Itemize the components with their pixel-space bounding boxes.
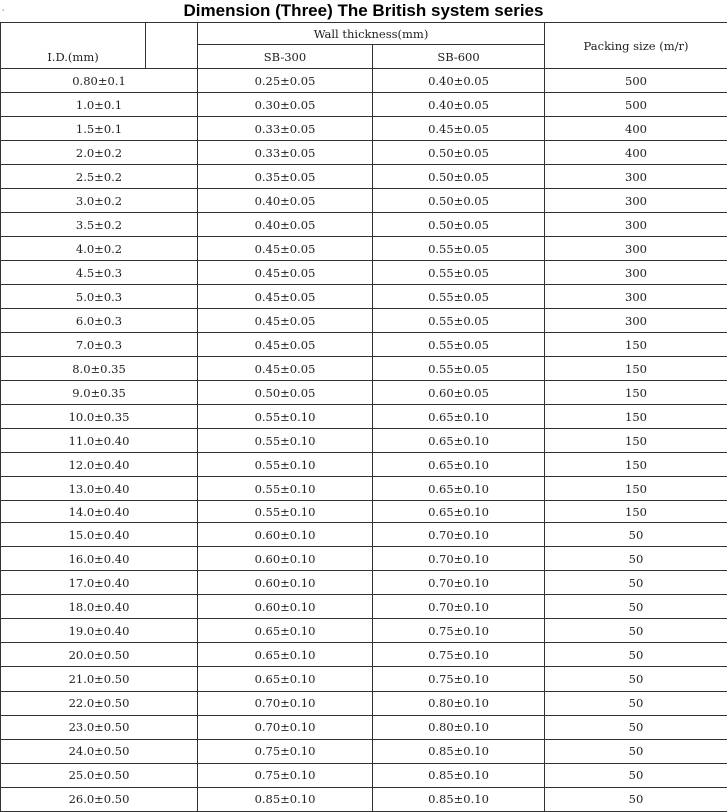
cell-id: 6.0±0.3 (1, 309, 198, 333)
table-row (1, 285, 727, 309)
cell-sb300: 0.65±0.10 (198, 643, 373, 667)
cell-sb300: 0.40±0.05 (198, 189, 373, 213)
cell-id: 7.0±0.3 (1, 333, 198, 357)
cell-sb600: 0.80±0.10 (373, 691, 545, 715)
cell-packing: 150 (545, 429, 727, 453)
cell-sb600: 0.55±0.05 (373, 237, 545, 261)
cell-sb600: 0.50±0.05 (373, 189, 545, 213)
cell-sb600: 0.65±0.10 (373, 429, 545, 453)
cell-id: 22.0±0.50 (1, 691, 198, 715)
table-row (1, 381, 727, 405)
cell-id: 10.0±0.35 (1, 405, 198, 429)
cell-id: 26.0±0.50 (1, 787, 198, 811)
cell-id: 1.0±0.1 (1, 93, 198, 117)
cell-id: 19.0±0.40 (1, 619, 198, 643)
cell-sb300: 0.55±0.10 (198, 501, 373, 524)
cell-sb300: 0.70±0.10 (198, 691, 373, 715)
header-blank (146, 23, 198, 69)
cell-id: 2.0±0.2 (1, 141, 198, 165)
cell-id: 13.0±0.40 (1, 477, 198, 501)
table-row (1, 237, 727, 261)
cell-sb300: 0.45±0.05 (198, 237, 373, 261)
cell-id: 20.0±0.50 (1, 643, 198, 667)
cell-packing: 50 (545, 787, 727, 811)
cell-id: 3.5±0.2 (1, 213, 198, 237)
table-row (1, 523, 727, 547)
cell-sb600: 0.85±0.10 (373, 787, 545, 811)
cell-id: 14.0±0.40 (1, 501, 198, 524)
table-row (1, 117, 727, 141)
cell-packing: 150 (545, 357, 727, 381)
cell-packing: 50 (545, 667, 727, 691)
cell-packing: 300 (545, 285, 727, 309)
cell-sb600: 0.50±0.05 (373, 141, 545, 165)
table-row (1, 715, 727, 739)
cell-id: 2.5±0.2 (1, 165, 198, 189)
cell-sb300: 0.65±0.10 (198, 667, 373, 691)
cell-sb300: 0.45±0.05 (198, 285, 373, 309)
table-row (1, 453, 727, 477)
cell-packing: 150 (545, 381, 727, 405)
cell-packing: 300 (545, 165, 727, 189)
table-row (1, 405, 727, 429)
cell-sb300: 0.75±0.10 (198, 739, 373, 763)
table-row (1, 261, 727, 285)
table-row (1, 189, 727, 213)
cell-sb600: 0.45±0.05 (373, 117, 545, 141)
cell-sb600: 0.65±0.10 (373, 453, 545, 477)
header-wall-thickness: Wall thickness(mm) (198, 23, 545, 45)
cell-sb600: 0.55±0.05 (373, 333, 545, 357)
cell-sb300: 0.50±0.05 (198, 381, 373, 405)
cell-sb600: 0.55±0.05 (373, 357, 545, 381)
cell-id: 3.0±0.2 (1, 189, 198, 213)
cell-sb300: 0.35±0.05 (198, 165, 373, 189)
cell-sb600: 0.80±0.10 (373, 715, 545, 739)
dimension-table-top (0, 22, 727, 523)
cell-sb600: 0.85±0.10 (373, 763, 545, 787)
table-row (1, 739, 727, 763)
cell-packing: 150 (545, 501, 727, 524)
cell-sb600: 0.70±0.10 (373, 523, 545, 547)
table-row (1, 333, 727, 357)
cell-id: 1.5±0.1 (1, 117, 198, 141)
table-row (1, 643, 727, 667)
table-row (1, 213, 727, 237)
cell-id: 4.5±0.3 (1, 261, 198, 285)
cell-sb300: 0.45±0.05 (198, 333, 373, 357)
table-row (1, 667, 727, 691)
corner-mark: ' (2, 8, 5, 17)
cell-id: 18.0±0.40 (1, 595, 198, 619)
table-row (1, 691, 727, 715)
cell-sb600: 0.50±0.05 (373, 213, 545, 237)
cell-sb600: 0.70±0.10 (373, 595, 545, 619)
cell-sb600: 0.70±0.10 (373, 571, 545, 595)
cell-id: 17.0±0.40 (1, 571, 198, 595)
cell-sb300: 0.60±0.10 (198, 547, 373, 571)
cell-id: 21.0±0.50 (1, 667, 198, 691)
cell-sb300: 0.33±0.05 (198, 141, 373, 165)
table-row (1, 141, 727, 165)
cell-packing: 300 (545, 213, 727, 237)
cell-packing: 400 (545, 117, 727, 141)
header-packing-size: Packing size (m/r) (545, 23, 727, 69)
cell-sb600: 0.50±0.05 (373, 165, 545, 189)
cell-packing: 150 (545, 333, 727, 357)
table-row (1, 165, 727, 189)
cell-sb300: 0.45±0.05 (198, 309, 373, 333)
header-sb600: SB-600 (373, 45, 545, 69)
cell-sb300: 0.60±0.10 (198, 571, 373, 595)
cell-id: 11.0±0.40 (1, 429, 198, 453)
cell-sb600: 0.55±0.05 (373, 285, 545, 309)
table-row (1, 571, 727, 595)
cell-id: 8.0±0.35 (1, 357, 198, 381)
cell-packing: 50 (545, 691, 727, 715)
table-row (1, 501, 727, 524)
table-row (1, 309, 727, 333)
cell-sb300: 0.60±0.10 (198, 523, 373, 547)
cell-sb300: 0.25±0.05 (198, 69, 373, 93)
cell-packing: 50 (545, 547, 727, 571)
table-row (1, 69, 727, 93)
cell-id: 4.0±0.2 (1, 237, 198, 261)
table-row (1, 547, 727, 571)
table-row (1, 93, 727, 117)
cell-id: 12.0±0.40 (1, 453, 198, 477)
cell-sb600: 0.75±0.10 (373, 667, 545, 691)
cell-packing: 300 (545, 309, 727, 333)
cell-sb600: 0.40±0.05 (373, 69, 545, 93)
table-row (1, 357, 727, 381)
cell-packing: 150 (545, 477, 727, 501)
cell-sb600: 0.65±0.10 (373, 501, 545, 524)
cell-sb600: 0.55±0.05 (373, 309, 545, 333)
header-id: I.D.(mm) (1, 23, 146, 69)
cell-packing: 50 (545, 571, 727, 595)
cell-packing: 50 (545, 595, 727, 619)
cell-sb300: 0.33±0.05 (198, 117, 373, 141)
cell-sb300: 0.40±0.05 (198, 213, 373, 237)
cell-sb300: 0.55±0.10 (198, 453, 373, 477)
cell-packing: 150 (545, 453, 727, 477)
cell-packing: 300 (545, 237, 727, 261)
cell-sb300: 0.65±0.10 (198, 619, 373, 643)
table-row (1, 477, 727, 501)
cell-packing: 50 (545, 523, 727, 547)
cell-id: 23.0±0.50 (1, 715, 198, 739)
cell-id: 9.0±0.35 (1, 381, 198, 405)
cell-packing: 50 (545, 739, 727, 763)
cell-packing: 500 (545, 93, 727, 117)
table-row (1, 595, 727, 619)
cell-packing: 50 (545, 619, 727, 643)
cell-sb300: 0.55±0.10 (198, 429, 373, 453)
cell-sb600: 0.65±0.10 (373, 477, 545, 501)
cell-sb300: 0.45±0.05 (198, 261, 373, 285)
cell-packing: 400 (545, 141, 727, 165)
cell-id: 16.0±0.40 (1, 547, 198, 571)
cell-sb300: 0.60±0.10 (198, 595, 373, 619)
cell-id: 24.0±0.50 (1, 739, 198, 763)
page-title: Dimension (Three) The British system series (183, 1, 544, 20)
cell-sb300: 0.55±0.10 (198, 477, 373, 501)
cell-packing: 50 (545, 643, 727, 667)
dimension-table-bottom (0, 522, 727, 812)
cell-id: 25.0±0.50 (1, 763, 198, 787)
cell-packing: 150 (545, 405, 727, 429)
cell-id: 5.0±0.3 (1, 285, 198, 309)
table-row (1, 429, 727, 453)
cell-packing: 50 (545, 763, 727, 787)
cell-sb600: 0.75±0.10 (373, 619, 545, 643)
cell-sb600: 0.40±0.05 (373, 93, 545, 117)
table-row (1, 619, 727, 643)
table-row (1, 787, 727, 811)
cell-packing: 300 (545, 261, 727, 285)
cell-sb300: 0.75±0.10 (198, 763, 373, 787)
cell-packing: 300 (545, 189, 727, 213)
cell-sb300: 0.85±0.10 (198, 787, 373, 811)
cell-sb300: 0.70±0.10 (198, 715, 373, 739)
cell-packing: 50 (545, 715, 727, 739)
cell-sb600: 0.75±0.10 (373, 643, 545, 667)
cell-sb300: 0.45±0.05 (198, 357, 373, 381)
cell-id: 15.0±0.40 (1, 523, 198, 547)
cell-sb600: 0.65±0.10 (373, 405, 545, 429)
table-row (1, 763, 727, 787)
header-sb300: SB-300 (198, 45, 373, 69)
cell-sb300: 0.55±0.10 (198, 405, 373, 429)
cell-sb600: 0.55±0.05 (373, 261, 545, 285)
cell-sb600: 0.60±0.05 (373, 381, 545, 405)
cell-sb300: 0.30±0.05 (198, 93, 373, 117)
cell-sb600: 0.70±0.10 (373, 547, 545, 571)
cell-sb600: 0.85±0.10 (373, 739, 545, 763)
cell-id: 0.80±0.1 (1, 69, 198, 93)
cell-packing: 500 (545, 69, 727, 93)
